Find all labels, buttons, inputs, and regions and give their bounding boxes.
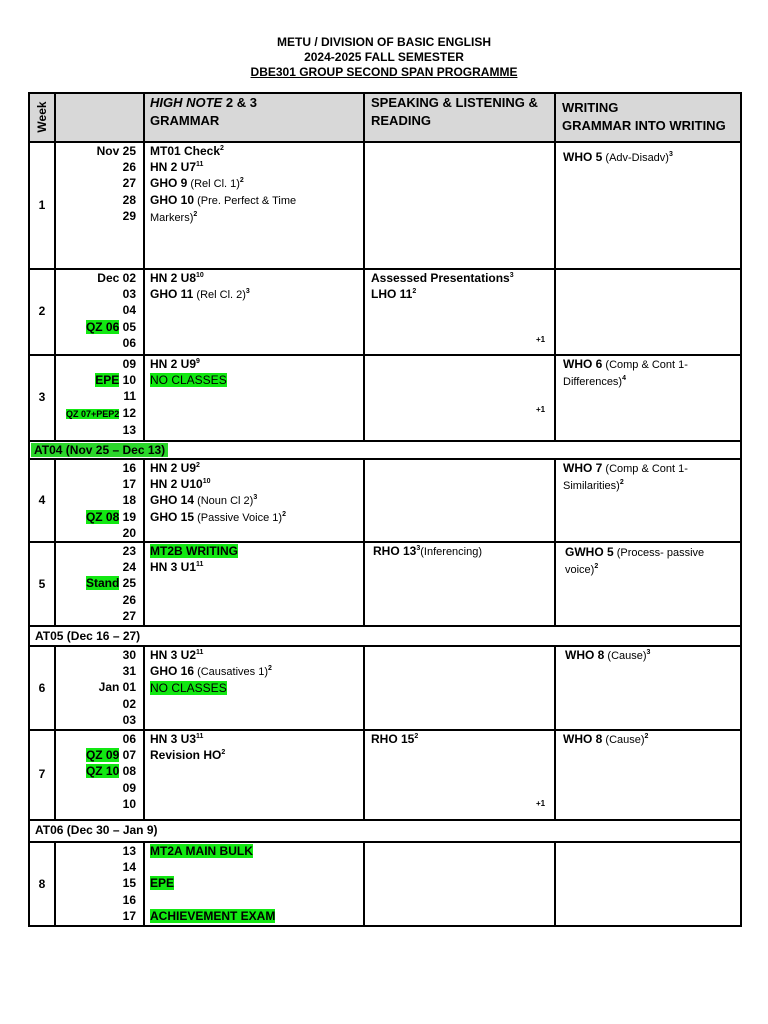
grammar-item: HN 3 U1	[150, 560, 197, 574]
qz06-tag: QZ 06	[85, 319, 120, 334]
footnote-marker: 9	[196, 358, 200, 365]
writing-week3	[563, 356, 688, 390]
title-line-1: METU / DIVISION OF BASIC ENGLISH	[276, 35, 491, 49]
qz10-tag: QZ 10	[85, 764, 120, 779]
date-cell	[86, 509, 136, 525]
writing-item: GWHO 5	[565, 545, 614, 559]
date-cell: 11	[123, 389, 136, 404]
date-cell: 09	[122, 780, 136, 795]
date-cell: 27	[122, 176, 136, 191]
grammar-week3	[150, 356, 227, 388]
footnote-marker: 2	[193, 211, 198, 218]
date-cell: 31	[122, 664, 136, 679]
footnote-marker: 3	[509, 272, 514, 279]
date-cell: 29	[122, 208, 136, 223]
footnote-marker: 10	[202, 478, 211, 485]
footnote-marker: 2	[619, 479, 624, 486]
writing-note: (Comp & Cont 1-	[602, 463, 688, 475]
week-number: 2	[38, 304, 46, 318]
grammar-note: (Causatives 1)	[194, 666, 268, 678]
writing-header-line1: WRITING	[562, 100, 619, 115]
writing-note: (Adv-Disadv)	[602, 152, 669, 164]
footnote-marker: 2	[644, 733, 649, 740]
col-divider	[554, 841, 556, 927]
grammar-item: HN 2 U9	[150, 357, 197, 371]
footnote-marker: 3	[253, 494, 258, 501]
row-divider	[28, 440, 742, 442]
footnote-marker: 10	[196, 272, 204, 279]
footnote-marker: 3	[668, 151, 673, 158]
grammar-week6	[150, 647, 272, 696]
grammar-item: GHO 16	[150, 664, 195, 678]
grammar-item: GHO 15	[150, 510, 195, 524]
title-line-2: 2024-2025 FALL SEMESTER	[304, 50, 464, 64]
speaking-week5	[373, 543, 482, 560]
date-cell: 23	[122, 544, 136, 558]
plus-one-mark: +1	[536, 405, 546, 414]
writing-week4	[563, 460, 688, 494]
date-cell: 16	[122, 461, 136, 475]
grammar-item: HN 2 U7	[150, 160, 197, 174]
writing-note: (Comp & Cont 1-	[602, 359, 688, 371]
week3-dates	[66, 356, 136, 438]
no-classes-label: NO CLASSES	[150, 681, 227, 695]
high-note-levels: 2 & 3	[222, 95, 257, 110]
grammar-week7	[150, 731, 225, 763]
grammar-item: GHO 10	[150, 193, 195, 207]
at06-row-label: AT06 (Dec 30 – Jan 9)	[35, 823, 158, 837]
qz09-tag: QZ 09	[85, 748, 120, 763]
col-divider	[363, 841, 365, 927]
plus-one-mark: +1	[536, 335, 546, 344]
writing-note: (Cause)	[604, 650, 647, 662]
date-cell: 18	[122, 493, 136, 508]
writing-item: WHO 6	[563, 357, 603, 371]
writing-header-line2: GRAMMAR INTO WRITING	[562, 118, 726, 133]
week7-dates	[86, 731, 136, 812]
date-cell: 24	[122, 560, 136, 575]
week8-dates	[123, 843, 136, 924]
speaking-week2	[371, 270, 514, 302]
title-line-3-text: DBE301 GROUP SECOND SPAN PROGRAMME	[250, 65, 518, 79]
col-divider	[143, 841, 145, 927]
date-value: 10	[122, 373, 136, 388]
date-cell	[86, 575, 136, 591]
date-value: 25	[122, 576, 136, 591]
grammar-item: HN 3 U2	[150, 648, 197, 662]
footnote-marker: 3	[646, 649, 651, 656]
date-value: 07	[122, 748, 136, 763]
date-value: 08	[122, 764, 136, 779]
grammar-week5	[150, 543, 238, 575]
title-line-3	[0, 65, 768, 80]
grammar-note: (Passive Voice 1)	[194, 512, 283, 524]
date-cell	[66, 405, 136, 422]
grammar-header	[150, 94, 257, 130]
table-border-right	[740, 92, 742, 927]
date-cell: Dec 02	[97, 271, 136, 285]
plus-one-mark: +1	[536, 799, 546, 808]
date-value: 12	[122, 405, 136, 420]
grammar-week4	[150, 460, 286, 526]
table-border-bottom	[28, 925, 742, 927]
footnote-marker: 2	[239, 177, 244, 184]
writing-item: WHO 5	[563, 150, 603, 164]
writing-note: voice)	[565, 564, 595, 576]
grammar-week1	[150, 143, 296, 226]
date-cell: 10	[122, 796, 136, 811]
col-divider	[554, 458, 556, 627]
writing-item: WHO 8	[565, 648, 605, 662]
date-cell: 02	[122, 696, 136, 711]
date-cell: Nov 25	[96, 144, 136, 158]
writing-week6	[565, 647, 650, 664]
speaking-week7	[371, 731, 418, 747]
week1-dates	[97, 143, 136, 224]
date-cell: 13	[122, 422, 136, 437]
writing-item: WHO 7	[563, 461, 603, 475]
date-cell: 17	[122, 477, 136, 492]
date-cell: 13	[122, 844, 136, 858]
date-cell: 20	[122, 525, 136, 540]
week-header-label: Week	[35, 101, 49, 133]
speaking-header-line2: READING	[371, 113, 431, 128]
date-cell: 06	[122, 335, 136, 350]
grammar-week2	[150, 270, 250, 303]
col-divider	[363, 92, 365, 442]
date-cell: 15	[122, 876, 136, 891]
writing-week7	[563, 731, 648, 748]
footnote-marker: 2	[412, 288, 417, 295]
date-value: 19	[122, 509, 136, 524]
week6-dates	[99, 647, 136, 728]
grammar-item: GHO 14	[150, 493, 195, 507]
date-cell	[66, 372, 136, 388]
at05-row-label: AT05 (Dec 16 – 27)	[35, 629, 141, 643]
grammar-note: Markers)	[150, 212, 194, 224]
grammar-item: HN 2 U10	[150, 477, 203, 491]
date-cell: 09	[122, 357, 136, 371]
col-divider	[554, 92, 556, 442]
week5-dates	[86, 543, 136, 624]
grammar-item: HN 2 U8	[150, 271, 197, 285]
grammar-item: HN 3 U3	[150, 732, 197, 746]
col-divider	[143, 92, 145, 442]
date-cell: Jan 01	[98, 680, 136, 695]
document-header	[0, 35, 768, 80]
date-value: 05	[122, 319, 136, 334]
achievement-exam-label: ACHIEVEMENT EXAM	[150, 908, 276, 923]
at04-row-label: AT04 (Nov 25 – Dec 13)	[31, 443, 168, 457]
stand-tag: Stand	[85, 576, 120, 591]
no-classes-label: NO CLASSES	[150, 373, 227, 387]
grammar-item: Revision HO	[150, 748, 222, 762]
speaking-item: Assessed Presentations	[371, 271, 510, 285]
date-cell: 16	[122, 892, 136, 907]
row-divider	[28, 625, 742, 627]
col-divider	[54, 645, 56, 821]
week2-dates	[86, 270, 136, 351]
week-number: 7	[38, 767, 46, 781]
col-divider	[54, 458, 56, 627]
week-number: 5	[38, 577, 46, 591]
writing-note: (Process- passive	[613, 547, 705, 559]
grammar-item: HN 2 U9	[150, 461, 197, 475]
speaking-item: LHO 11	[371, 287, 413, 301]
footnote-marker: 11	[196, 161, 204, 168]
footnote-marker: 11	[196, 649, 204, 656]
footnote-marker: 3	[416, 545, 421, 552]
footnote-marker: 2	[221, 749, 226, 756]
date-cell: 28	[122, 192, 136, 207]
grammar-item: GHO 11	[150, 287, 194, 301]
grammar-note: (Rel Cl. 2)	[193, 289, 246, 301]
writing-item: WHO 8	[563, 732, 603, 746]
footnote-marker: 3	[245, 288, 250, 295]
footnote-marker: 11	[196, 733, 204, 740]
col-divider	[363, 458, 365, 627]
week4-dates	[86, 460, 136, 541]
footnote-marker: 2	[414, 733, 419, 740]
epe-exam-label: EPE	[150, 876, 175, 891]
writing-header	[562, 99, 726, 135]
mt2a-main-bulk-label: MT2A MAIN BULK	[150, 844, 253, 858]
footnote-marker: 2	[220, 145, 224, 152]
date-cell: 26	[122, 592, 136, 607]
speaking-note: (Inferencing)	[420, 546, 483, 558]
date-cell: 03	[122, 712, 136, 727]
grammar-item: GHO 9	[150, 176, 188, 190]
footnote-marker: 11	[196, 561, 204, 568]
week-number: 3	[38, 390, 46, 404]
footnote-marker: 2	[594, 563, 599, 570]
footnote-marker: 2	[196, 462, 200, 469]
col-divider	[554, 645, 556, 821]
date-cell: 04	[122, 303, 136, 318]
grammar-item: MT01 Check	[150, 144, 221, 158]
writing-note: Similarities)	[563, 480, 620, 492]
speaking-item: RHO 13	[373, 544, 417, 558]
speaking-item: RHO 15	[371, 732, 415, 746]
date-cell	[86, 763, 136, 779]
qz08-tag: QZ 08	[85, 509, 120, 524]
date-cell	[86, 747, 136, 763]
speaking-header-line1: SPEAKING & LISTENING &	[371, 95, 538, 110]
speaking-header	[371, 94, 538, 130]
week-number: 1	[38, 198, 46, 212]
col-divider	[143, 458, 145, 627]
mt2b-writing-label: MT2B WRITING	[150, 544, 238, 558]
date-cell: 30	[122, 648, 136, 662]
date-cell: 27	[122, 608, 136, 623]
grammar-note: (Noun Cl 2)	[194, 495, 254, 507]
footnote-marker: 2	[282, 511, 286, 518]
week-number: 6	[38, 681, 46, 695]
date-cell: 06	[122, 732, 136, 746]
row-divider	[28, 819, 742, 821]
writing-note: Differences)	[563, 376, 623, 388]
footnote-marker: 2	[268, 665, 272, 672]
writing-note: (Cause)	[602, 734, 645, 746]
grammar-note: (Rel Cl. 1)	[187, 178, 240, 190]
date-cell: 14	[122, 860, 136, 875]
col-divider	[143, 645, 145, 821]
col-divider	[363, 645, 365, 821]
writing-week5	[565, 544, 704, 578]
date-cell: 17	[122, 908, 136, 923]
footnote-marker: 4	[622, 375, 627, 382]
grammar-week8	[150, 843, 275, 924]
date-cell	[86, 319, 136, 335]
grammar-header-label: GRAMMAR	[150, 113, 220, 128]
date-cell: 03	[122, 287, 136, 302]
week-number: 8	[38, 877, 46, 891]
week-header	[30, 94, 54, 140]
writing-week1	[563, 149, 673, 166]
week-number: 4	[38, 493, 46, 507]
high-note-title: HIGH NOTE	[150, 95, 223, 110]
epe-tag: EPE	[95, 373, 120, 388]
qz07-pep2-tag: QZ 07+PEP2	[66, 408, 120, 419]
grammar-note: (Pre. Perfect & Time	[194, 195, 297, 207]
table-border-left	[28, 92, 30, 927]
date-cell: 26	[122, 160, 136, 175]
